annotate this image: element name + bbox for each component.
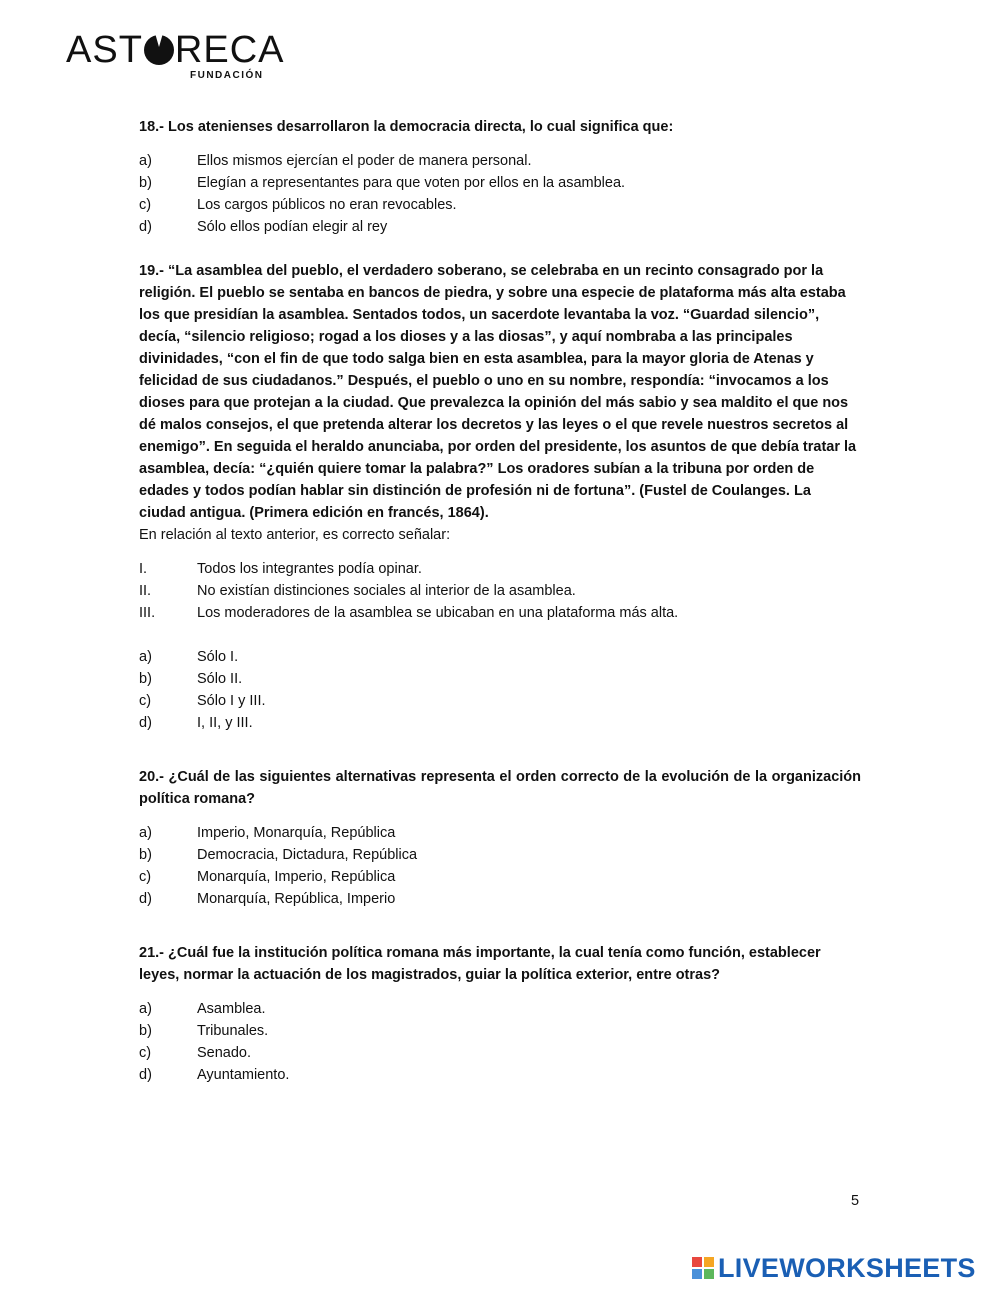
astoreca-logo bbox=[66, 29, 285, 82]
question-21: 21.- ¿Cuál fue la institución política romana más importante, la cual tenía como función, establecer leyes, normar la actuación de los magistrados, guiar la política exterior, entre otras? bbox=[139, 945, 821, 983]
option-a: a) Sólo I. bbox=[139, 649, 239, 665]
logo-square-4 bbox=[704, 1269, 714, 1279]
option-a: a) Imperio, Monarquía, República bbox=[139, 825, 396, 841]
option-c: c) Monarquía, Imperio, República bbox=[139, 869, 396, 885]
statement-iii: III. Los moderadores de la asamblea se ubicaban en una plataforma más alta. bbox=[139, 605, 679, 621]
question-19-passage: 19.- “La asamblea del pueblo, el verdadero soberano, se celebraba en un recinto consagrado por la religión. El pueblo se sentaba en bancos de piedra, y sobre una especie de plataforma más alta estaba los que presidían la asamblea. Sentados todos, un sacerdote levantaba la voz. “Guardad silencio”, decía, “silencio religioso; rogad a los dioses y a las diosas”, y aquí nombraba a las principales divinidades, “con el fin de que todo salga bien en esta asamblea, para la mayor gloria de Atenas y felicidad de sus ciudadanos.” Después, el pueblo o uno en su nombre, respondía: “invocamos a los dioses para que protejan a la ciudad. Que prevalezca la opinión del más sabio y sea maldito el que nos dé malos consejos, el que pretenda alterar los decretos y las leyes o el que revele nuestros secretos al enemigo”. En seguida el heraldo anunciaba, por orden del presidente, los asuntos de que debía tratar la asamblea, decía: “¿quién quiere tomar la palabra?” Los oradores subían a la tribuna por orden de edades y todos podían hablar sin distinción de profesión ni de fortuna”. (Fustel de Coulanges. La ciudad antigua. (Primera edición en francés, 1864). bbox=[139, 263, 857, 521]
option-c: c) Senado. bbox=[139, 1045, 252, 1061]
logo-square-2 bbox=[704, 1257, 714, 1267]
worksheet-content bbox=[139, 116, 861, 1086]
option-b: b) Sólo II. bbox=[139, 671, 243, 687]
question-19-options bbox=[139, 646, 861, 734]
page-number: 5 bbox=[851, 1193, 860, 1209]
option-d: d) Sólo ellos podían elegir al rey bbox=[139, 219, 388, 235]
question-18: 18.- Los atenienses desarrollaron la democracia directa, lo cual significa que: bbox=[139, 119, 674, 135]
watermark-text: LIVEWORKSHEETS bbox=[718, 1252, 976, 1283]
question-20-options bbox=[139, 822, 861, 910]
option-b: b) Democracia, Dictadura, República bbox=[139, 847, 418, 863]
question-19-prompt: En relación al texto anterior, es correcto señalar: bbox=[139, 527, 451, 543]
question-18-options bbox=[139, 150, 861, 238]
option-a: a) Asamblea. bbox=[139, 1001, 266, 1017]
option-b: b) Tribunales. bbox=[139, 1023, 269, 1039]
question-21-options bbox=[139, 998, 861, 1086]
liveworksheets-watermark bbox=[692, 1252, 976, 1284]
logo-square-1 bbox=[692, 1257, 702, 1267]
logo-o-mark-icon bbox=[144, 35, 174, 65]
liveworksheets-logo-icon bbox=[692, 1257, 714, 1279]
logo-text-right: RECA bbox=[174, 29, 285, 71]
logo-square-3 bbox=[692, 1269, 702, 1279]
option-c: c) Sólo I y III. bbox=[139, 693, 266, 709]
question-20: 20.- ¿Cuál de las siguientes alternativas representa el orden correcto de la evolución de la organización política romana? bbox=[139, 769, 861, 807]
option-c: c) Los cargos públicos no eran revocables. bbox=[139, 197, 457, 213]
logo-subtitle: FUNDACIÓN bbox=[190, 70, 264, 81]
option-d: d) Monarquía, República, Imperio bbox=[139, 891, 396, 907]
option-d: d) I, II, y III. bbox=[139, 715, 253, 731]
question-19-statements bbox=[139, 558, 861, 624]
option-b: b) Elegían a representantes para que voten por ellos en la asamblea. bbox=[139, 175, 626, 191]
statement-ii: II. No existían distinciones sociales al interior de la asamblea. bbox=[139, 583, 576, 599]
option-a: a) Ellos mismos ejercían el poder de manera personal. bbox=[139, 153, 532, 169]
statement-i: I. Todos los integrantes podía opinar. bbox=[139, 561, 422, 577]
logo-text-left: AST bbox=[66, 29, 143, 71]
logo-wordmark bbox=[66, 30, 284, 70]
option-d: d) Ayuntamiento. bbox=[139, 1067, 290, 1083]
